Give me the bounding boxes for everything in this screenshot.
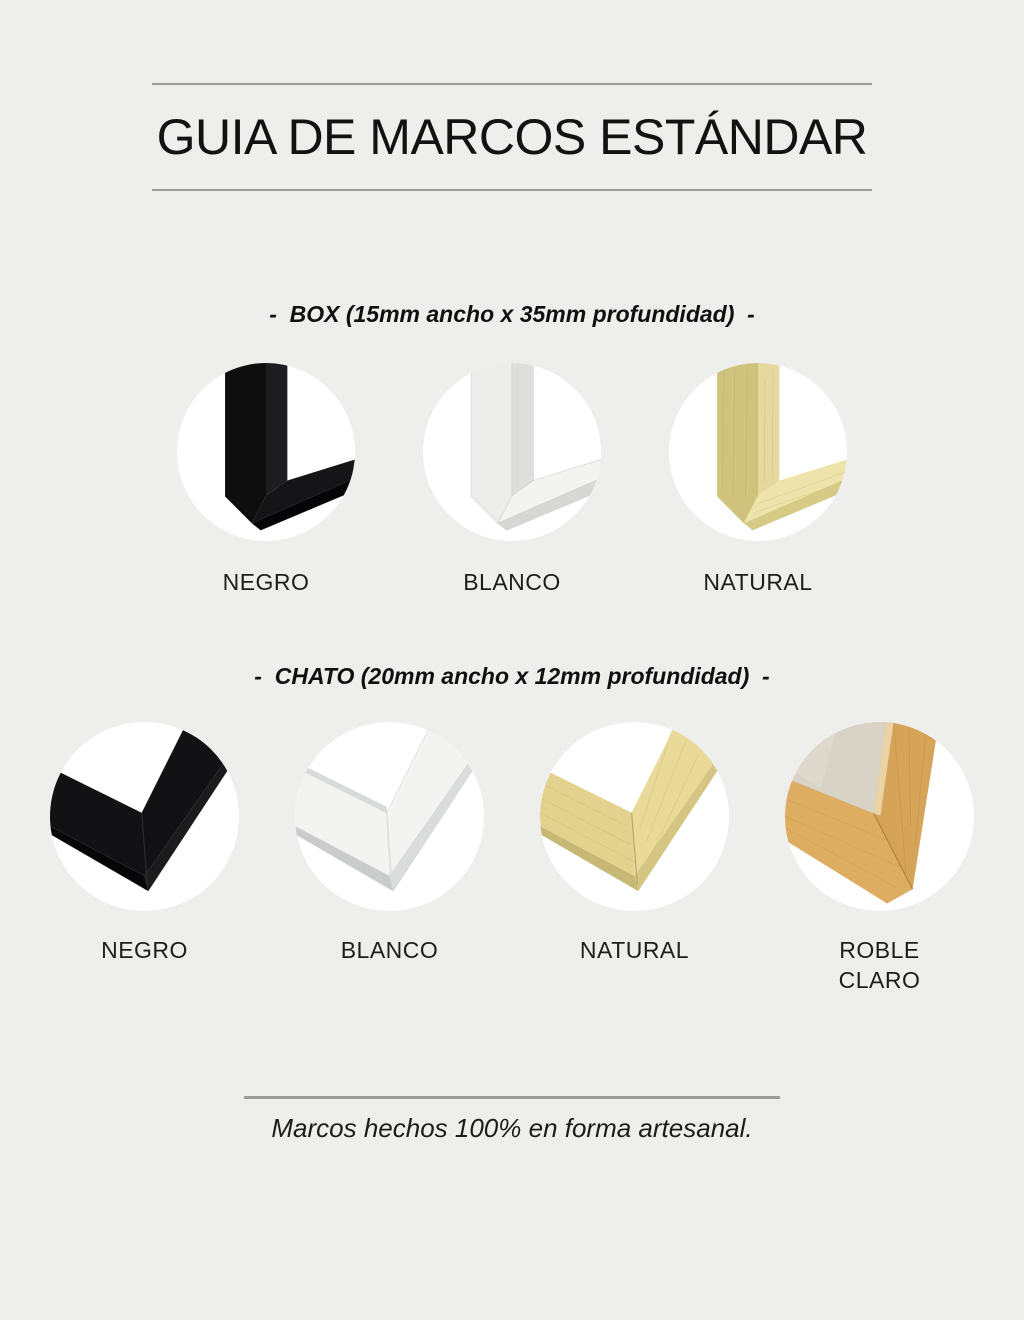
swatch-box-natural: [669, 363, 847, 597]
frame-photo-chato-blanco: [295, 722, 484, 911]
swatch-chato-negro: [50, 722, 239, 965]
frame-guide-page: [0, 83, 1024, 1320]
swatch-chato-blanco: [295, 722, 484, 965]
page-title: GUIA DE MARCOS ESTÁNDAR: [156, 109, 868, 165]
title-divider-bottom: [152, 189, 872, 191]
frame-photo-chato-roble-claro: [785, 722, 974, 911]
footer-note: Marcos hechos 100% en forma artesanal.: [271, 1113, 753, 1143]
frame-photo-box-natural: [669, 363, 847, 541]
swatch-box-blanco: [423, 363, 601, 597]
swatch-label: NATURAL: [703, 569, 813, 595]
box-frame-corner-icon: [423, 363, 601, 541]
frame-photo-chato-negro: [50, 722, 239, 911]
section-heading-box: - BOX (15mm ancho x 35mm profundidad) -: [269, 301, 755, 327]
swatch-label: NEGRO: [101, 937, 188, 963]
box-swatch-row: [0, 363, 1024, 597]
swatch-label: BLANCO: [340, 937, 439, 963]
swatch-label: NEGRO: [222, 569, 310, 595]
chato-frame-corner-icon: [540, 722, 729, 911]
section-heading-chato: - CHATO (20mm ancho x 12mm profundidad) -: [254, 663, 770, 689]
box-frame-corner-icon: [669, 363, 847, 541]
swatch-label: NATURAL: [579, 937, 690, 963]
swatch-chato-natural: [540, 722, 729, 965]
chato-frame-corner-icon: [295, 722, 484, 911]
box-frame-corner-icon: [177, 363, 355, 541]
swatch-box-negro: [177, 363, 355, 597]
chato-frame-corner-icon: [50, 722, 239, 911]
frame-photo-box-negro: [177, 363, 355, 541]
frame-photo-chato-natural: [540, 722, 729, 911]
swatch-chato-roble-claro: [785, 722, 974, 995]
swatch-label: BLANCO: [463, 569, 561, 595]
footer-divider: [244, 1096, 780, 1099]
chato-swatch-row: [0, 722, 1024, 995]
chato-frame-corner-icon: [785, 722, 974, 911]
swatch-label: ROBLE CLARO: [838, 937, 921, 993]
frame-photo-box-blanco: [423, 363, 601, 541]
